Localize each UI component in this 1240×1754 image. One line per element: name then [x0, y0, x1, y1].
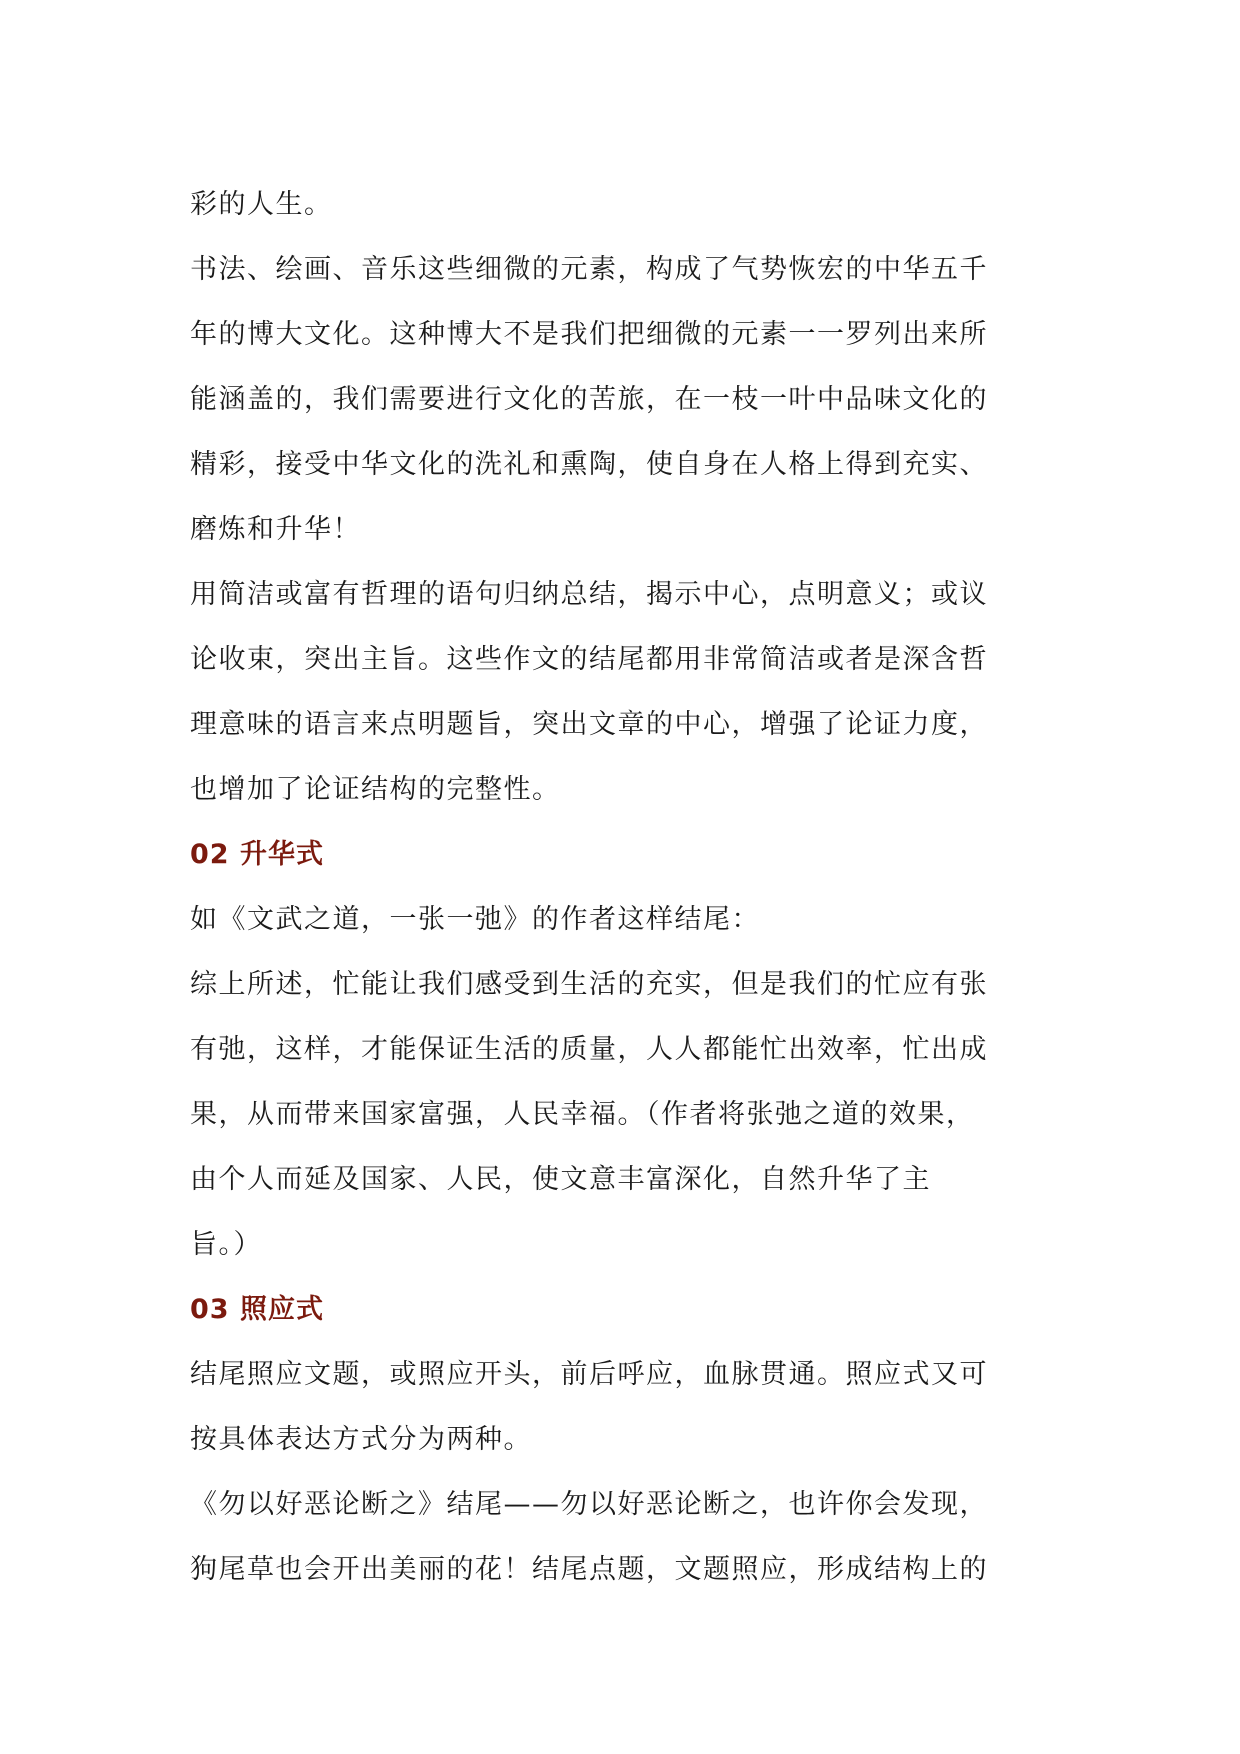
- paragraph: [190, 952, 1060, 1277]
- text-line: 综上所述，忙能让我们感受到生活的充实，但是我们的忙应有张: [190, 969, 988, 1000]
- text-line: 磨炼和升华！: [190, 514, 361, 545]
- paragraph: [190, 172, 1060, 237]
- text-line: 精彩，接受中华文化的洗礼和熏陶，使自身在人格上得到充实、: [190, 449, 988, 480]
- text-line: 如《文武之道，一张一弛》的作者这样结尾：: [190, 904, 760, 935]
- section-heading: 03 照应式: [190, 1294, 324, 1325]
- text-line: 理意味的语言来点明题旨，突出文章的中心，增强了论证力度，: [190, 709, 988, 740]
- paragraph: [190, 562, 1060, 822]
- paragraph: [190, 1472, 1060, 1602]
- text-line: 果，从而带来国家富强，人民幸福。（作者将张弛之道的效果，: [190, 1099, 975, 1130]
- paragraph: [190, 1342, 1060, 1472]
- text-line: 结尾照应文题，或照应开头，前后呼应，血脉贯通。照应式又可: [190, 1359, 988, 1390]
- document-page: [190, 172, 1060, 1602]
- text-line: 能涵盖的，我们需要进行文化的苦旅，在一枝一叶中品味文化的: [190, 384, 988, 415]
- paragraph: [190, 237, 1060, 562]
- text-line: 书法、绘画、音乐这些细微的元素，构成了气势恢宏的中华五千: [190, 254, 988, 285]
- text-line: 彩的人生。: [190, 189, 333, 220]
- text-line: 《勿以好恶论断之》结尾——勿以好恶论断之，也许你会发现，: [190, 1489, 988, 1520]
- text-line: 由个人而延及国家、人民，使文意丰富深化，自然升华了主: [190, 1164, 931, 1195]
- text-line: 用简洁或富有哲理的语句归纳总结，揭示中心，点明意义；或议: [190, 579, 988, 610]
- text-line: 论收束，突出主旨。这些作文的结尾都用非常简洁或者是深含哲: [190, 644, 988, 675]
- text-line: 狗尾草也会开出美丽的花！结尾点题，文题照应，形成结构上的: [190, 1554, 988, 1585]
- section-heading: 02 升华式: [190, 839, 324, 870]
- text-line: 旨。）: [190, 1229, 262, 1260]
- paragraph: [190, 887, 1060, 952]
- text-line: 也增加了论证结构的完整性。: [190, 774, 561, 805]
- text-line: 年的博大文化。这种博大不是我们把细微的元素一一罗列出来所: [190, 319, 988, 350]
- text-line: 有弛，这样，才能保证生活的质量，人人都能忙出效率，忙出成: [190, 1034, 988, 1065]
- text-line: 按具体表达方式分为两种。: [190, 1424, 532, 1455]
